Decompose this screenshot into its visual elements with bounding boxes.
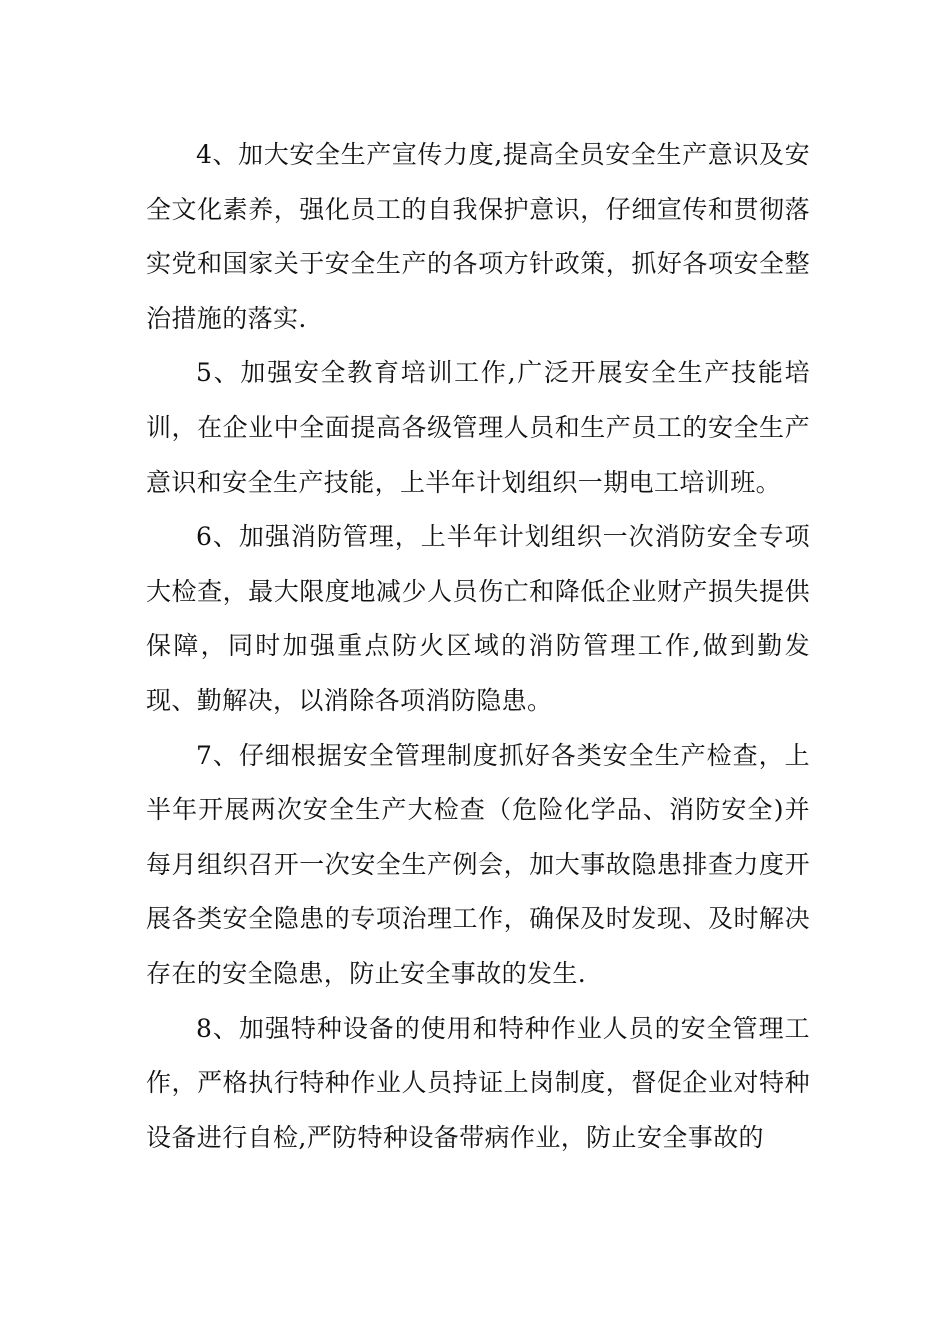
paragraph-item-5: 5、加强安全教育培训工作,广泛开展安全生产技能培训，在企业中全面提高各级管理人员和生产员工的安全生产意识和安全生产技能，上半年计划组织一期电工培训班。 bbox=[146, 358, 810, 497]
paragraph-item-4: 4、加大安全生产宣传力度,提高全员安全生产意识及安全文化素养，强化员工的自我保护意识，仔细宣传和贯彻落实党和国家关于安全生产的各项方针政策，抓好各项安全整治措施的落实. bbox=[146, 140, 810, 333]
paragraph-item-7: 7、仔细根据安全管理制度抓好各类安全生产检查，上半年开展两次安全生产大检查（危险化学品、消防安全)并每月组织召开一次安全生产例会，加大事故隐患排查力度开展各类安全隐患的专项治理工作，确保及时发现、及时解决存在的安全隐患，防止安全事故的发生. bbox=[146, 740, 810, 988]
paragraph-item-8: 8、加强特种设备的使用和特种作业人员的安全管理工作，严格执行特种作业人员持证上岗制度，督促企业对特种设备进行自检,严防特种设备带病作业，防止安全事故的 bbox=[146, 1013, 810, 1152]
paragraph-item-6: 6、加强消防管理，上半年计划组织一次消防安全专项大检查，最大限度地减少人员伤亡和降低企业财产损失提供保障，同时加强重点防火区域的消防管理工作,做到勤发现、勤解决，以消除各项消防隐患。 bbox=[146, 522, 810, 715]
